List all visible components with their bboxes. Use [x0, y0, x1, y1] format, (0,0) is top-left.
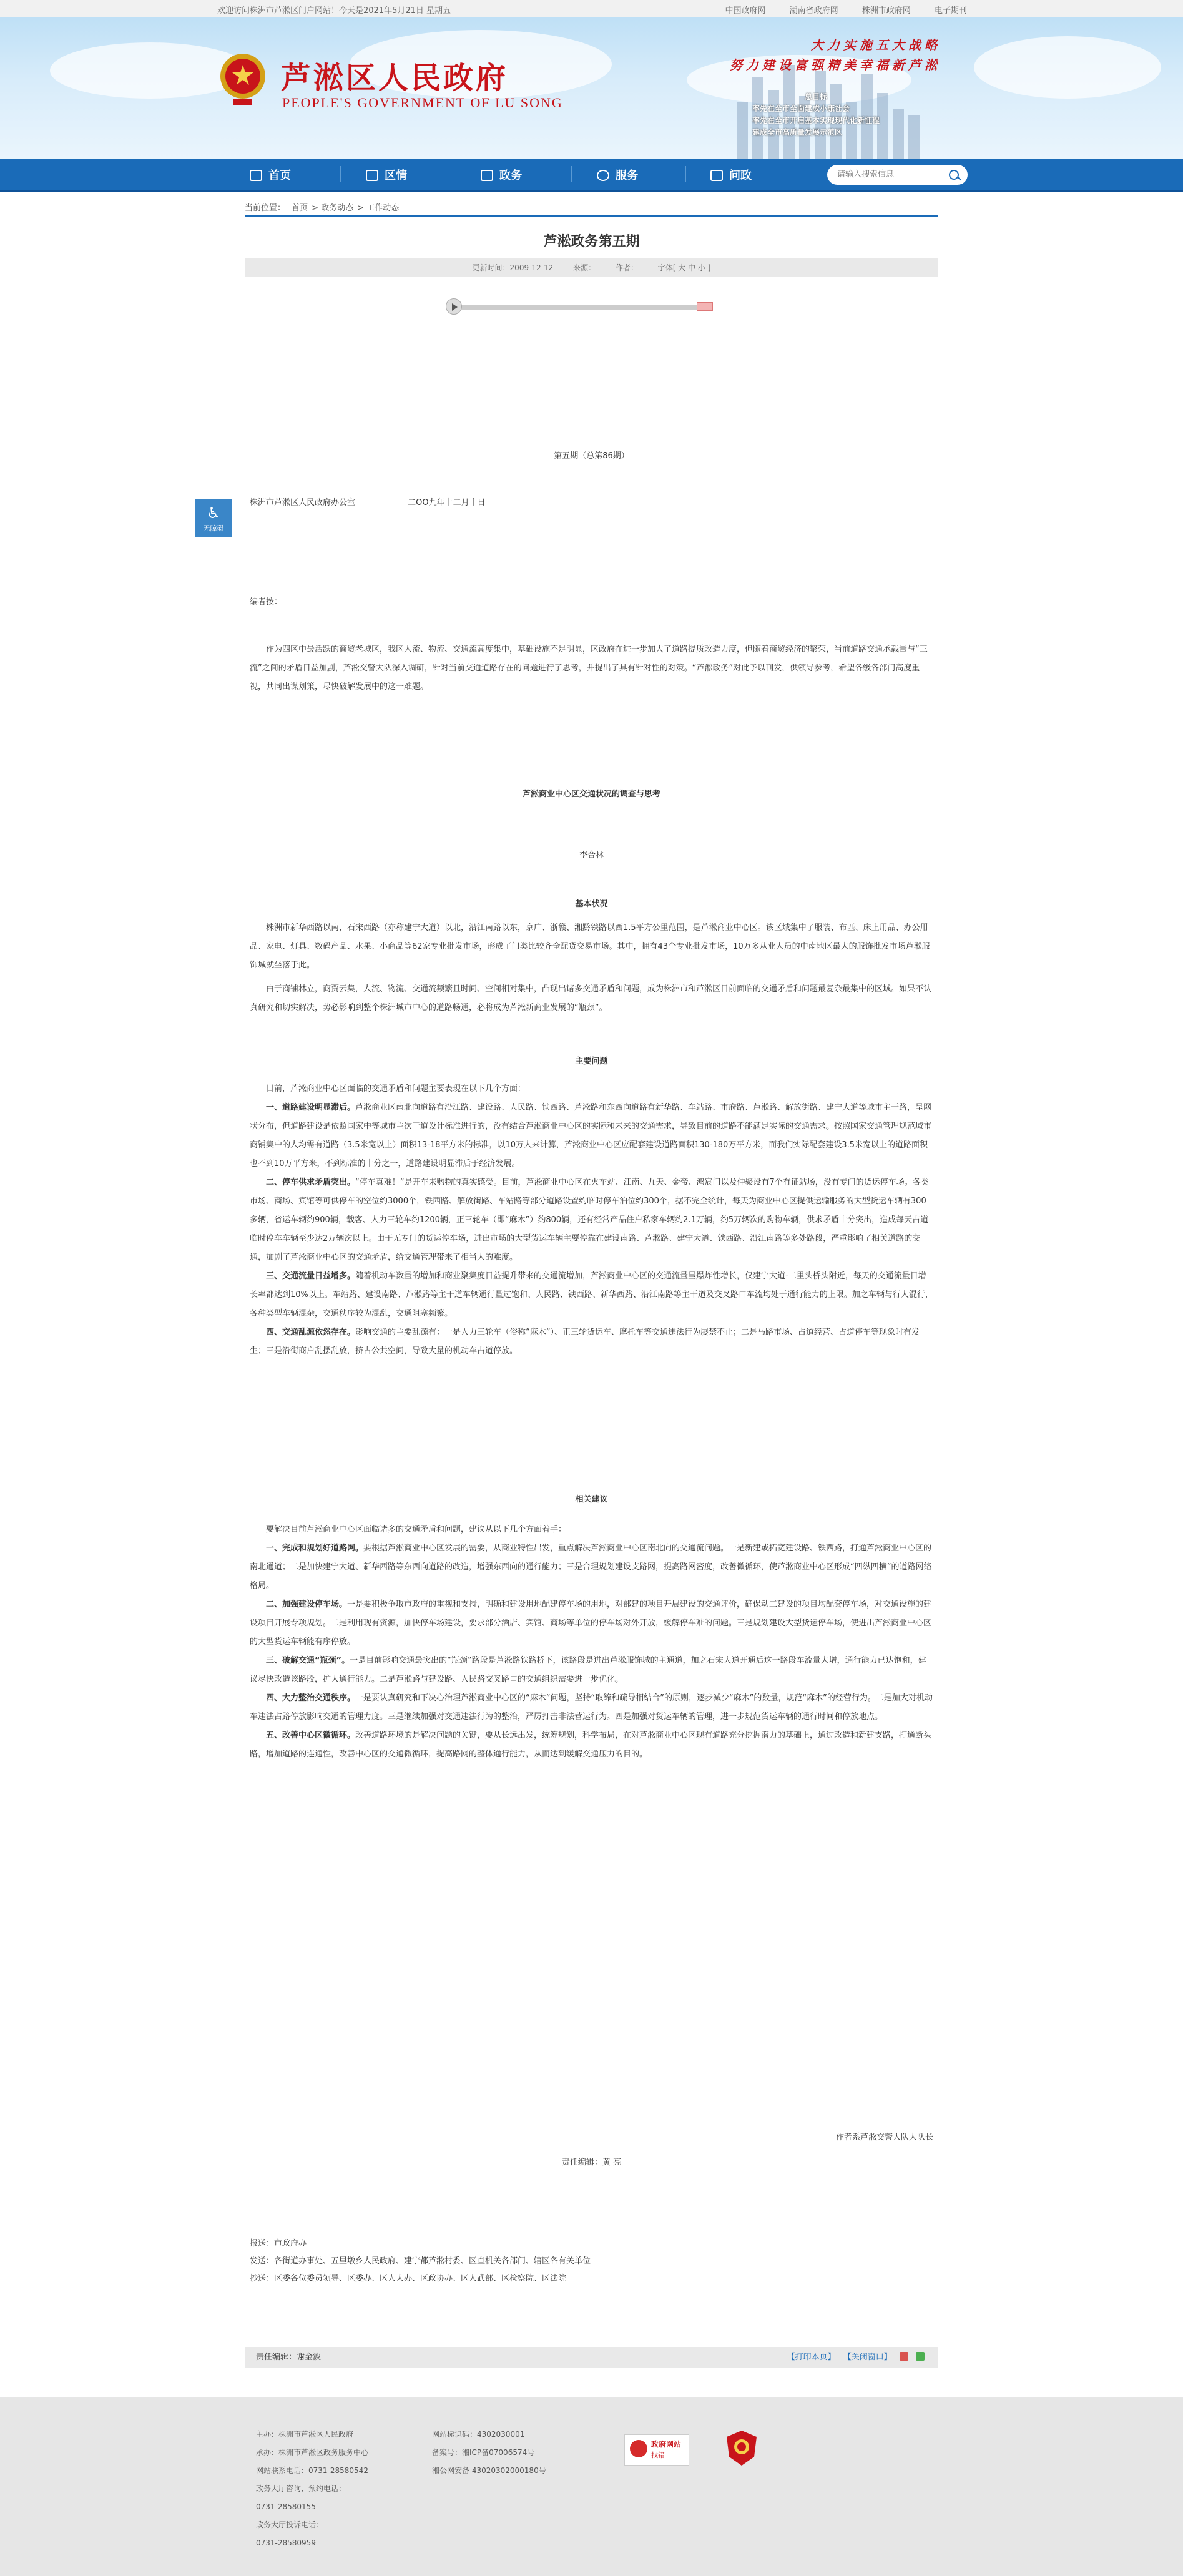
divider: [245, 215, 938, 217]
footer-info: 主办：株洲市芦淞区人民政府 承办：株洲市芦淞区政务服务中心 网站联系电话：0731-28580542 政务大厅咨询、预约电话： 0731-28580155 政务大厅投诉电话： 0731-28580959: [256, 2430, 369, 2547]
wechat-icon[interactable]: [916, 2352, 925, 2361]
list-item: 一、道路建设明显滞后。芦淞商业区南北向道路有沿江路、建设路、人民路、铁西路、芦淞路和东西向道路有新华路、车站路、市府路、芦淞路、解放街路、建宁大道等域市主干路，呈网状分布，但道路建设是依照国家中等城市主次干道设计标准进行的，没有结合芦淞商业中心区的实际和未来的交通需求，导致目前的道路不能满足实际的交通需求。按照国家交通管理规范域市商铺集中的人均需有道路（3.5米宽以上）面积13-18平方米的标准，以10万人来计算，芦淞商业中心区应配套建设道路面积130-180万平方米，而我们实际配套建设3.5米宽以上的道路面积也不到10万平方米，不到标准的十分之一，道路建设明显滞后于经济发展。: [250, 1103, 932, 1168]
update-time: 更新时间：2009-12-12: [472, 263, 554, 272]
slogan-line-2: 努力建设富强精美幸福新芦淞: [730, 57, 941, 72]
report-to: 报送：市政府办: [250, 2239, 307, 2248]
distribution-block: [250, 2235, 591, 2288]
breadcrumb: 当前位置： 首页 > 政务动态 > 工作动态: [245, 203, 400, 213]
editor-note-title: 编者按：: [250, 597, 283, 607]
nav-item-government-affairs[interactable]: 政务: [481, 167, 522, 183]
site-title: 芦淞区人民政府: [281, 61, 509, 95]
list-item: 一、完成和规划好道路网。要根据芦淞商业中心区发展的需要，从商业特性出发，重点解决芦淞商业中心区南北向的交通流问题。一是新建或拓宽建设路、铁西路，打通芦淞商业中心区的南北通道；二是加快建宁大道、新华西路等东西向道路的改造，增强东西向的通行能力；三是合理规划建设支路网，提高路网密度，改善微循环，使芦淞商业中心区形成“四纵四横”的道路网络格局。: [250, 1544, 932, 1590]
nav-item-services[interactable]: 服务: [597, 167, 638, 183]
issuer-row: [250, 496, 536, 507]
star-icon: [597, 170, 609, 181]
top-bar: [0, 0, 1183, 18]
goal-item: 率先在全市开启基本实现现代化新征程: [752, 116, 880, 125]
footer-registration: 网站标识码：4302030001 备案号：湘ICP备07006574号 湘公网安备 43020302000180号: [432, 2426, 546, 2480]
report-title: 芦淞商业中心区交通状况的调查与思考: [522, 790, 660, 799]
link-e-journal[interactable]: 电子期刊: [934, 6, 967, 16]
list-item: 四、大力整治交通秩序。一是要认真研究和下决心治理芦淞商业中心区的“麻木”问题，坚持“取缔和疏导相结合”的原则，逐步减少“麻木”的数量，规范“麻木”的经营行为。二是加大对机动车违法占路停放影响交通的管理力度。三是继续加强对交通违法行为的整治，严厉打击非法营运行为。四是加强对货运车辆的管理，进一步规范货运车辆的通行时间和停放地点。: [250, 1693, 933, 1721]
accessibility-icon: ♿: [207, 504, 220, 522]
search-icon[interactable]: [949, 170, 959, 180]
home-icon: [250, 170, 262, 181]
section-body: 要解决目前芦淞商业中心区面临诸多的交通矛盾和问题，建议从以下几个方面着手： 一、完成和规划好道路网。要根据芦淞商业中心区发展的需要，从商业特性出发，重点解决芦淞商业中心区南北向的交通流问题。一是新建或拓宽建设路、铁西路，打通芦淞商业中心区的南北通道；二是加快建宁大道、新华西路等东西向道路的改造，增强东西向的通行能力；三是合理规划建设支路网，提高路网密度，改善微循环，使芦淞商业中心区形成“四纵四横”的道路网络格局。 二、加强建设停车场。一是要积极争取市政府的重视和支持，明确和建设用地配建停车场的用地，对部建的项目开展建设的交通评价，确保动工建设的项目均配套停车场，对交通设施的建设项目开展专项规划。二是利用现有资源，加快停车场建设，要求部分酒店、宾馆、商场等单位的停车场对外开放，缓解停车难的问题。三是规划建设大型货运停车场，使进出芦淞商业中心区的大型货运车辆能有序停放。 三、破解交通“瓶颈”。一是目前影响交通最突出的“瓶颈”路段是芦淞路铁路桥下，该路段是进出芦淞服饰城的主通道，加之石宋大道开通后这一路段车流量大增，通行能力已达饱和，建议尽快改造该路段，扩大通行能力。二是芦淞路与建设路、人民路交叉路口的交通组织需要进一步优化。 四、大力整治交通秩序。一是要认真研究和下决心治理芦淞商业中心区的“麻木”问题，坚持“取缔和疏导相结合”的原则，逐步减少“麻木”的数量，规范“麻木”的经营行为。二是加大对机动车违法占路停放影响交通的管理力度。三是继续加强对交通违法行为的整治，严厉打击非法营运行为。四是加强对货运车辆的管理，进一步规范货运车辆的通行时间和停放地点。 五、改善中心区微循环。改善道路环境的是解决问题的关键，要从长远出发，统筹规划，科学布局，在对芦淞商业中心区现有道路充分挖掘潜力的基础上，通过改造和新建支路，打通断头路，增加道路的连通性，改善中心区的交通微循环，提高路网的整体通行能力，从而达到缓解交通压力的目的。: [250, 1521, 933, 1764]
breadcrumb-work-news[interactable]: 工作动态: [366, 203, 400, 213]
goal-item: 率先在全市全面建成小康社会: [752, 104, 850, 113]
goals-title: 总目标: [805, 92, 828, 101]
volume-slider[interactable]: [697, 302, 713, 311]
document-icon: [481, 170, 493, 181]
source: 来源：: [573, 263, 596, 272]
responsible-editor: 责任编辑：黄 亮: [561, 2158, 622, 2167]
welcome-text: 欢迎访问株洲市芦淞区门户网站！今天是2021年5月21日 星期五: [217, 6, 451, 16]
play-button[interactable]: [446, 298, 462, 315]
issuer: 株洲市芦淞区人民政府办公室: [250, 498, 356, 507]
share-icon[interactable]: [900, 2352, 908, 2361]
font-size-control[interactable]: 字体[ 大 中 小 ]: [657, 263, 711, 272]
page-actions: [782, 2347, 925, 2368]
issue-number: 第五期（总第86期）: [554, 451, 629, 461]
list-item: 二、加强建设停车场。一是要积极争取市政府的重视和支持，明确和建设用地配建停车场的用地，对部建的项目开展建设的交通评价，确保动工建设的项目均配套停车场，对交通设施的建设项目开展专项规划。二是利用现有资源，加快停车场建设，要求部分酒店、宾馆、商场等单位的停车场对外开放，缓解停车难的问题。三是规划建设大型货运停车场，使进出芦淞商业中心区的大型货运车辆能有序停放。: [250, 1600, 932, 1647]
top-links: [704, 4, 967, 16]
section-body: 株洲市新华西路以南，石宋西路（亦称建宁大道）以北，沿江南路以东，京广、浙赣、湘黔铁路以西1.5平方公里范围，是芦淞商业中心区。该区域集中了服装、布匹、床上用品、办公用品、家电、灯具、数码产品、水果、小商品等62家专业批发市场，形成了门类比较齐全配货交易市场。其中，拥有43个专业批发市场，10万多从业人员的中南地区最大的服饰批发市场芦淞服饰城就坐落于此。 由于商铺林立，商贾云集，人流、物流、交通流频繁且时间、空间相对集中，凸现出诸多交通矛盾和问题，成为株洲市和芦淞区目前面临的交通矛盾和问题最复杂最集中的区域。如果不认真研究和切实解决，势必影响到整个株洲城市中心的道路畅通，必将成为芦淞新商业发展的“瓶颈”。: [250, 923, 932, 1012]
print-button[interactable]: 【打印本页】: [787, 2353, 836, 2362]
gov-badge-icon: [630, 2440, 647, 2457]
author: 作者：: [615, 263, 638, 272]
link-gov-cn[interactable]: 中国政府网: [725, 6, 766, 16]
goals-box: [752, 91, 880, 139]
close-window-button[interactable]: 【关闭窗口】: [843, 2353, 892, 2362]
editor-bar: [245, 2347, 938, 2368]
send-to: 发送：各街道办事处、五里墩乡人民政府、建宁都芦淞村委、区直机关各部门、辖区各有关单位: [250, 2256, 591, 2266]
author-signature: 作者系芦淞交警大队大队长: [835, 2133, 933, 2142]
list-item: 三、破解交通“瓶颈”。一是目前影响交通最突出的“瓶颈”路段是芦淞路铁路桥下，该路段是进出芦淞服饰城的主通道，加之石宋大道开通后这一路段车流量大增，通行能力已达饱和，建议尽快改造该路段，扩大通行能力。二是芦淞路与建设路、人民路交叉路口的交通组织需要进一步优化。: [250, 1656, 926, 1684]
footer: [0, 2397, 1183, 2576]
goal-item: 建成全市高质量发展示范区: [752, 128, 843, 137]
list-item: 三、交通流量日益增多。随着机动车数量的增加和商业聚集度日益提升带来的交通流增加，芦淞商业中心区的交通流量呈爆炸性增长，仅建宁大道-二里头桥头附近，每天的交通流量日增长率都达到10%以上。车站路、建设南路、芦淞路等主干道车辆通行量过饱和、人民路、铁西路、新华西路、沿江南路等主干道及交叉路口车流均处于通行能力的上限。加之车辆与行人混行，各种类型车辆混杂，交通秩序较为混乱，交通阻塞频繁。: [250, 1271, 933, 1318]
section-title: 相关建议: [575, 1495, 608, 1504]
audio-player: [446, 298, 720, 315]
gov-site-error-report-badge[interactable]: 政府网站 找错: [624, 2434, 689, 2466]
slogan-line-1: 大力实施五大战略: [811, 37, 941, 52]
list-item: 五、改善中心区微循环。改善道路环境的是解决问题的关键，要从长远出发，统筹规划，科学布局，在对芦淞商业中心区现有道路充分挖掘潜力的基础上，通过改造和新建支路，打通断头路，增加道路的连通性，改善中心区的交通微循环，提高路网的整体通行能力，从而达到缓解交通压力的目的。: [250, 1731, 932, 1759]
accessibility-button[interactable]: ♿ 无障碍: [195, 499, 232, 537]
image-icon: [366, 170, 378, 181]
audio-progress-track[interactable]: [459, 305, 713, 310]
link-zhuzhou-gov[interactable]: 株洲市政府网: [861, 6, 911, 16]
party-emblem-icon[interactable]: [725, 2429, 758, 2467]
section-title: 基本状况: [575, 899, 608, 909]
main-nav: [0, 159, 1183, 192]
breadcrumb-home[interactable]: 首页: [292, 203, 308, 213]
page-title: 芦淞政务第五期: [543, 234, 640, 250]
section-title: 主要问题: [575, 1057, 608, 1066]
nav-item-inquiry[interactable]: 问政: [710, 167, 752, 183]
issue-date: 二OO九年十二月十日: [408, 498, 486, 507]
nav-item-home[interactable]: 首页: [250, 167, 291, 183]
search-input[interactable]: [836, 169, 945, 180]
nav-item-district-info[interactable]: 区情: [366, 167, 407, 183]
editor-note: 作为四区中最活跃的商贸老城区，我区人流、物流、交通流高度集中，基础设施不足明显，区政府在进一步加大了道路提质改造力度，但随着商贸经济的繁荣，当前道路交通承载量与“三流”之间的矛盾日益加剧，芦淞交警大队深入调研，针对当前交通道路存在的问题进行了思考，并提出了具有针对性的对策。“芦淞政务”对此予以刊发，供领导参考，希望各级各部门高度重视，共同出谋划策，尽快破解发展中的这一难题。: [250, 645, 928, 692]
site-subtitle: PEOPLE'S GOVERNMENT OF LU SONG: [282, 95, 563, 110]
article-meta: [245, 258, 938, 277]
list-item: 四、交通乱源依然存在。影响交通的主要乱源有：一是人力三轮车（俗称“麻木”）、正三轮货运车、摩托车等交通违法行为屡禁不止；二是马路市场、占道经营、占道停车等现象时有发生；三是沿街商户乱摆乱放，挤占公共空间，导致大量的机动车占道停放。: [250, 1328, 920, 1356]
editor-name: 责任编辑：谢金波: [256, 2353, 322, 2362]
copy-to: 抄送：区委各位委员领导、区委办、区人大办、区政协办、区人武部、区检察院、区法院: [250, 2274, 567, 2283]
link-hunan-gov[interactable]: 湖南省政府网: [789, 6, 838, 16]
search-box: [827, 165, 968, 185]
list-item: 二、停车供求矛盾突出。“停车真难！”是开车来购物的真实感受。目前，芦淞商业中心区在火车站、江南、九天、金帝、鸿宸门以及仲聚设有7个有证站场，没有专门的货运停车场。各类市场、商场、宾馆等可供停车的空位约3000个，铁西路、解放街路、车站路等部分道路设置约临时停车泊位约300个，据不完全统计，每天为商业中心区提供运输服务的大型货运车辆有300多辆，省运车辆约900辆，载客、人力三轮车约1200辆，正三轮车（即“麻木”）约800辆，还有经常产品住户私家车辆约2.1万辆，约5万辆次的购物车辆，供求矛盾十分突出，造成每天占道临时停车车辆至少达2万辆次以上。由于无专门的货运停车场，进出市场的大型货运车辆主要停靠在建设南路、芦淞路、建宁大道、铁西路、沿江南路等多处路段，严重影响了相关道路的交通，加剧了芦淞商业中心区的交通矛盾，给交通管理带来了相当大的难度。: [250, 1178, 929, 1262]
national-emblem-icon: [218, 49, 267, 109]
section-body: 目前，芦淞商业中心区面临的交通矛盾和问题主要表现在以下几个方面： 一、道路建设明显滞后。芦淞商业区南北向道路有沿江路、建设路、人民路、铁西路、芦淞路和东西向道路有新华路、车站路、市府路、芦淞路、解放街路、建宁大道等域市主干路，呈网状分布，但道路建设是依照国家中等城市主次干道设计标准进行的，没有结合芦淞商业中心区的实际和未来的交通需求，导致目前的道路不能满足实际的交通需求。按照国家交通管理规范域市商铺集中的人均需有道路（3.5米宽以上）面积13-18平方米的标准，以10万人来计算，芦淞商业中心区应配套建设道路面积130-180万平方米，而我们实际配套建设3.5米宽以上的道路面积也不到10万平方米，不到标准的十分之一，道路建设明显滞后于经济发展。 二、停车供求矛盾突出。“停车真难！”是开车来购物的真实感受。目前，芦淞商业中心区在火车站、江南、九天、金帝、鸿宸门以及仲聚设有7个有证站场，没有专门的货运停车场。各类市场、商场、宾馆等可供停车的空位约3000个，铁西路、解放街路、车站路等部分道路设置约临时停车泊位约300个，据不完全统计，每天为商业中心区提供运输服务的大型货运车辆有300多辆，省运车辆约900辆，载客、人力三轮车约1200辆，正三轮车（即“麻木”）约800辆，还有经常产品住户私家车辆约2.1万辆，约5万辆次的购物车辆，供求矛盾十分突出，造成每天占道临时停车车辆至少达2万辆次以上。由于无专门的货运停车场，进出市场的大型货运车辆主要停靠在建设南路、芦淞路、建宁大道、铁西路、沿江南路等多处路段，严重影响了相关道路的交通，加剧了芦淞商业中心区的交通矛盾，给交通管理带来了相当大的难度。 三、交通流量日益增多。随着机动车数量的增加和商业聚集度日益提升带来的交通流增加，芦淞商业中心区的交通流量呈爆炸性增长，仅建宁大道-二里头桥头附近，每天的交通流量日增长率都达到10%以上。车站路、建设南路、芦淞路等主干道车辆通行量过饱和、人民路、铁西路、新华西路、沿江南路等主干道及交叉路口车流均处于通行能力的上限。加之车辆与行人混行，各种类型车辆混杂，交通秩序较为混乱，交通阻塞频繁。 四、交通乱源依然存在。影响交通的主要乱源有：一是人力三轮车（俗称“麻木”）、正三轮货运车、摩托车等交通违法行为屡禁不止；二是马路市场、占道经营、占道停车等现象时有发生；三是沿街商户乱摆乱放，挤占公共空间，导致大量的机动车占道停放。: [250, 1042, 933, 1361]
breadcrumb-label: 当前位置：: [245, 203, 286, 213]
breadcrumb-gov-news[interactable]: 政务动态: [321, 203, 354, 213]
chat-icon: [710, 170, 723, 181]
header-banner: [0, 17, 1183, 159]
police-badge-link[interactable]: 湘公网安备 43020302000180号: [432, 2466, 546, 2475]
report-author: 李合林: [579, 851, 604, 860]
